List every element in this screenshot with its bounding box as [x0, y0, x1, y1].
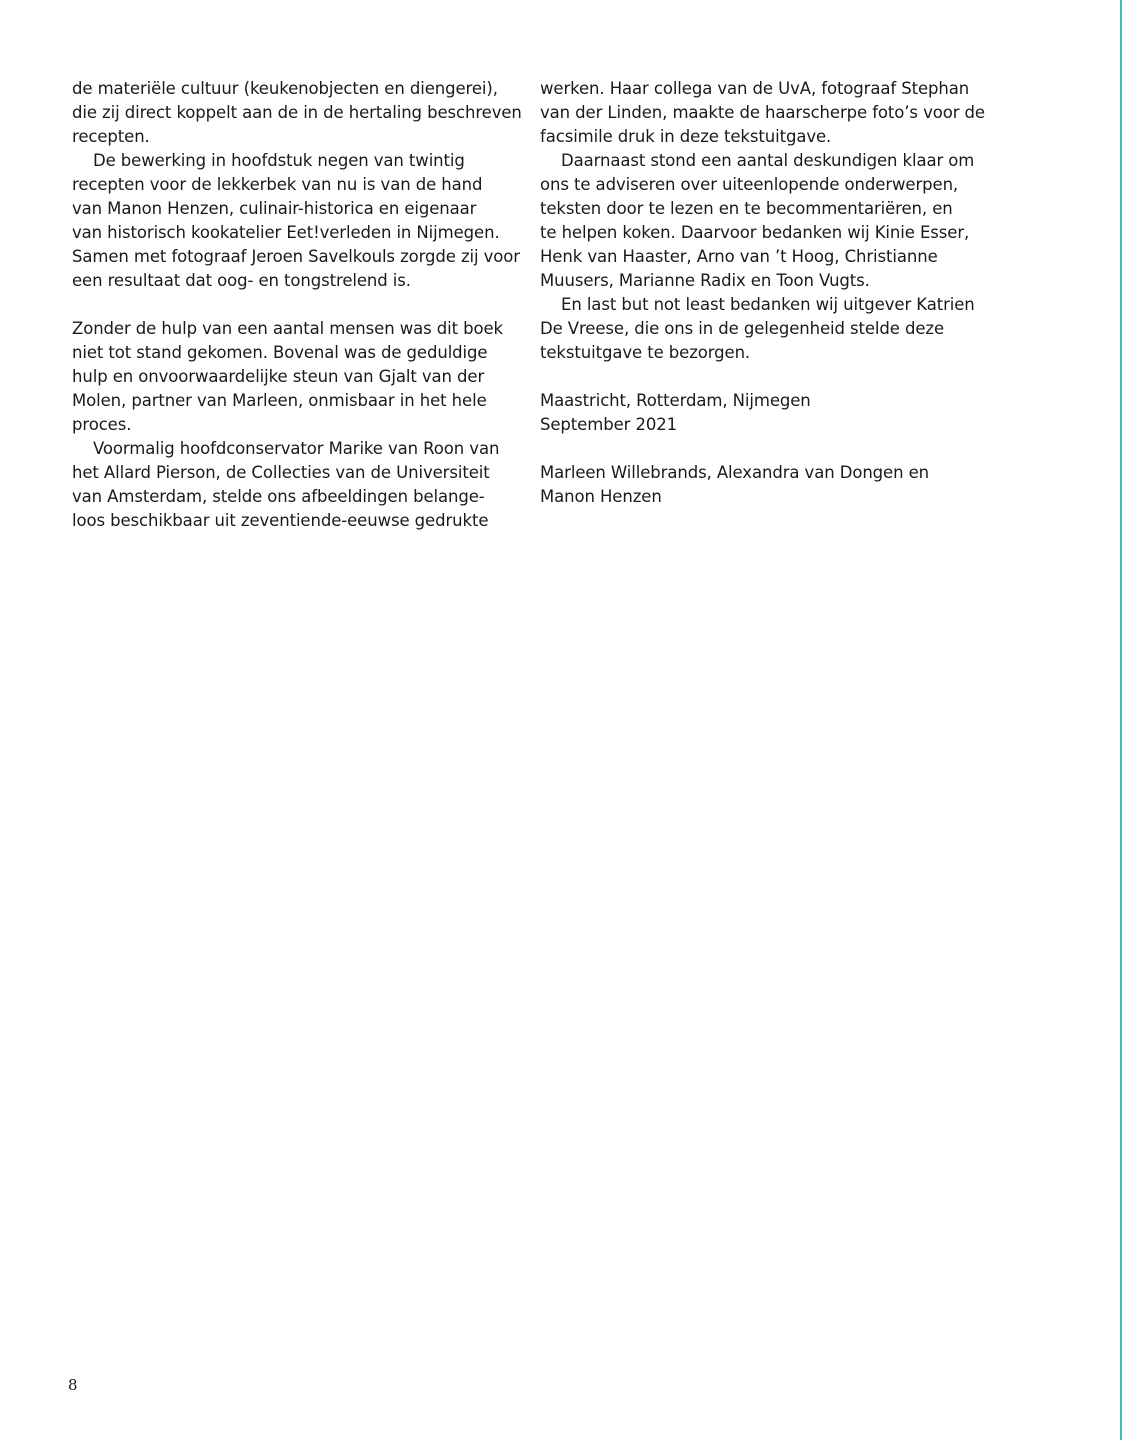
text-line: Muusers, Marianne Radix en Toon Vugts. — [540, 271, 870, 290]
paragraph-material-culture — [72, 77, 522, 149]
text-line: te helpen koken. Daarvoor bedanken wij Kinie Esser, — [540, 223, 970, 242]
text-line: En last but not least bedanken wij uitgever Katrien — [561, 295, 975, 314]
text-line: Samen met fotograaf Jeroen Savelkouls zorgde zij voor — [72, 247, 520, 266]
text-line: van Manon Henzen, culinair-historica en eigenaar — [72, 199, 477, 218]
paragraph-acknowledgement-intro — [72, 317, 512, 437]
text-line: loos beschikbaar uit zeventiende-eeuwse gedrukte — [72, 511, 489, 530]
text-line: het Allard Pierson, de Collecties van de Universiteit — [72, 463, 490, 482]
text-line: De bewerking in hoofdstuk negen van twintig — [93, 151, 465, 170]
right-text-column — [540, 77, 985, 509]
text-line: Daarnaast stond een aantal deskundigen klaar om — [561, 151, 975, 170]
text-line: ons te adviseren over uiteenlopende onderwerpen, — [540, 175, 959, 194]
text-line: werken. Haar collega van de UvA, fotograaf Stephan — [540, 79, 970, 98]
text-line: facsimile druk in deze tekstuitgave. — [540, 127, 832, 146]
paragraph-gap — [72, 293, 512, 317]
paragraph-publisher — [540, 293, 980, 365]
left-text-column — [72, 77, 522, 533]
text-line: tekstuitgave te bezorgen. — [540, 343, 751, 362]
paragraph-curator-thanks — [72, 437, 512, 533]
date-line: September 2021 — [540, 415, 678, 434]
text-line: Manon Henzen — [540, 487, 662, 506]
page-number: 8 — [68, 1376, 78, 1394]
paragraph-recipe-adaptation — [72, 149, 520, 293]
text-line: Voormalig hoofdconservator Marike van Roon van — [93, 439, 500, 458]
text-line: Zonder de hulp van een aantal mensen was dit boek — [72, 319, 503, 338]
place-and-date — [540, 389, 980, 437]
text-line: teksten door te lezen en te becommentariëren, en — [540, 199, 953, 218]
text-line: Henk van Haaster, Arno van ’t Hoog, Christianne — [540, 247, 938, 266]
paragraph-photographer — [540, 77, 985, 149]
text-line: niet tot stand gekomen. Bovenal was de geduldige — [72, 343, 488, 362]
accent-edge-rule — [1120, 0, 1122, 1440]
text-line: proces. — [72, 415, 132, 434]
text-line: van historisch kookatelier Eet!verleden in Nijmegen. — [72, 223, 500, 242]
paragraph-gap — [540, 365, 980, 389]
text-line: een resultaat dat oog- en tongstrelend is. — [72, 271, 411, 290]
text-line: Marleen Willebrands, Alexandra van Dongen en — [540, 463, 930, 482]
text-line: recepten. — [72, 127, 150, 146]
place-line: Maastricht, Rotterdam, Nijmegen — [540, 391, 811, 410]
text-line: de materiële cultuur (keukenobjecten en diengerei), — [72, 79, 498, 98]
paragraph-experts — [540, 149, 980, 293]
text-line: De Vreese, die ons in de gelegenheid stelde deze — [540, 319, 945, 338]
text-line: van Amsterdam, stelde ons afbeeldingen belange- — [72, 487, 485, 506]
text-line: van der Linden, maakte de haarscherpe foto’s voor de — [540, 103, 985, 122]
authors-signature — [540, 461, 980, 509]
paragraph-gap — [540, 437, 980, 461]
text-line: hulp en onvoorwaardelijke steun van Gjalt van der — [72, 367, 485, 386]
text-line: die zij direct koppelt aan de in de hertaling beschreven — [72, 103, 522, 122]
text-line: recepten voor de lekkerbek van nu is van de hand — [72, 175, 483, 194]
text-line: Molen, partner van Marleen, onmisbaar in het hele — [72, 391, 487, 410]
